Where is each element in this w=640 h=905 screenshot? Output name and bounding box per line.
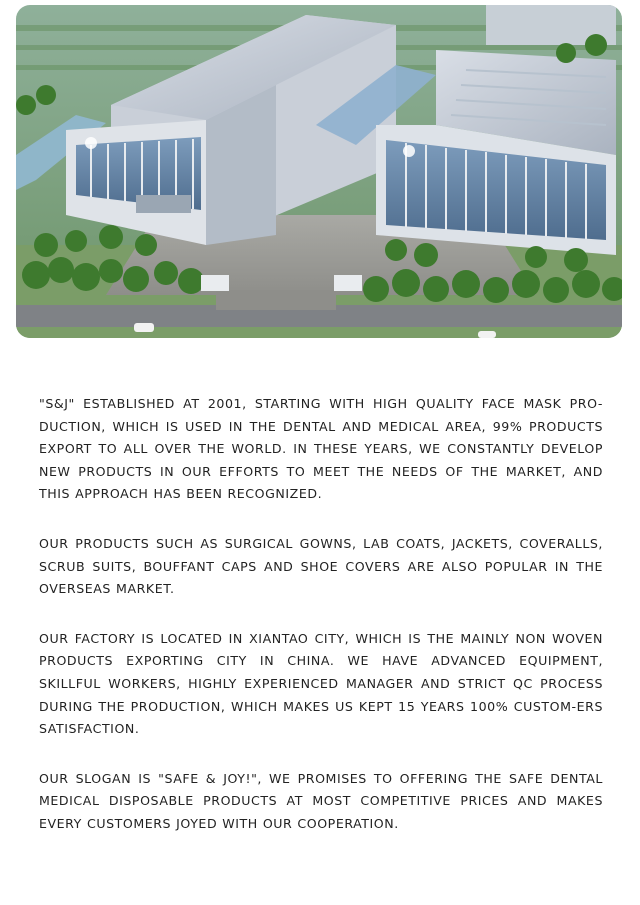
factory-illustration — [16, 5, 622, 338]
guard-house — [201, 275, 229, 291]
paragraph-products: OUR PRODUCTS SUCH AS SURGICAL GOWNS, LAB COATS, JACKETS, COVERALLS, SCRUB SUITS, BOUFFANT CAPS AND SHOE COVERS ARE ALSO POPULAR IN THE OVERSEAS MARKET. — [39, 535, 603, 597]
entrance-drive — [216, 290, 336, 310]
company-description — [39, 393, 603, 863]
company-logo-icon — [403, 145, 415, 157]
paragraph-factory: OUR FACTORY IS LOCATED IN XIANTAO CITY, WHICH IS THE MAINLY NON WOVEN PRODUCTS EXPORTING CITY IN CHINA. WE HAVE ADVANCED EQUIPMENT, SKILLFUL WORKERS, HIGHLY EXPERIENCED MANAGER AND STRICT QC PROCESS DURING THE PRODUCTION, WHICH MAKES US KEPT 15 YEARS 100% CUSTOM-ERS SATISFACTION. — [39, 630, 603, 737]
paragraph-slogan: OUR SLOGAN IS "SAFE & JOY!", WE PROMISES TO OFFERING THE SAFE DENTAL MEDICAL DISPOSABLE PRODUCTS AT MOST COMPETITIVE PRICES AND MAKES EVERY CUSTOMERS JOYED WITH OUR COOPERATION. — [39, 770, 603, 831]
car — [478, 331, 496, 338]
guard-house — [334, 275, 362, 291]
factory-aerial-image — [16, 5, 622, 338]
car — [134, 323, 154, 332]
paragraph-history: "S&J" ESTABLISHED AT 2001, STARTING WITH HIGH QUALITY FACE MASK PRO-DUCTION, WHICH IS USED IN THE DENTAL AND MEDICAL AREA, 99% PRODUCTS EXPORT TO ALL OVER THE WORLD. IN THESE YEARS, WE CONSTANTLY DEVELOP NEW PRODUCTS IN OUR EFFORTS TO MEET THE NEEDS OF THE MARKET, AND THIS APPROACH HAS BEEN RECOGNIZED. — [39, 396, 603, 502]
company-logo-icon — [85, 137, 97, 149]
